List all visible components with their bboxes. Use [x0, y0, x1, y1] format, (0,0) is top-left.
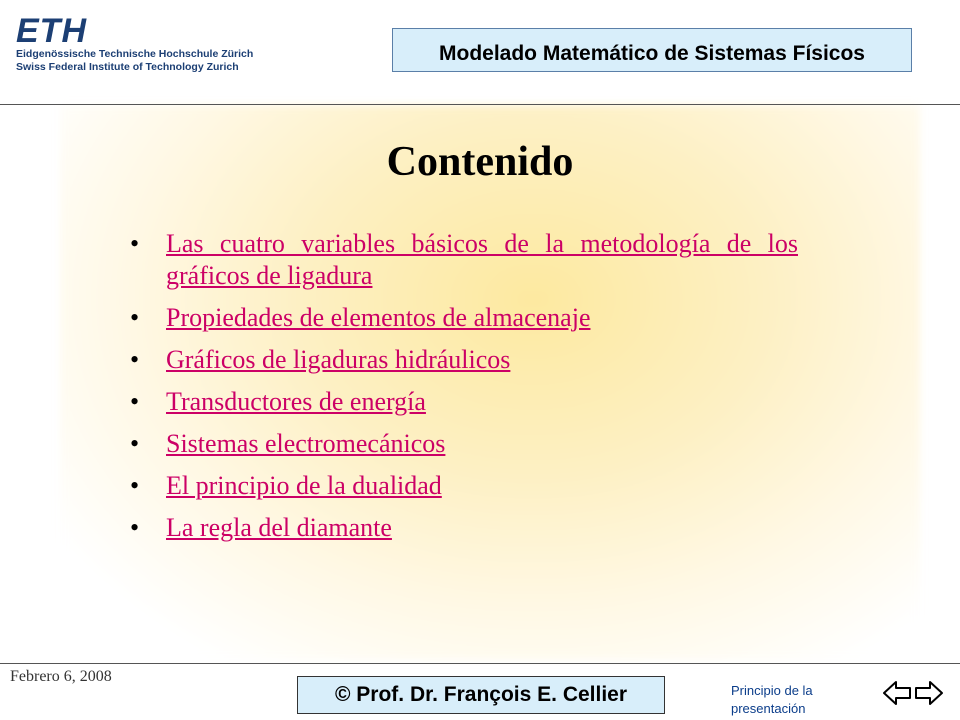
presentation-start-link[interactable]: Principio de la presentación	[731, 683, 813, 716]
slide-date: Febrero 6, 2008	[10, 668, 112, 685]
bullet: •	[130, 471, 140, 500]
arrow-right-icon[interactable]	[914, 680, 944, 706]
list-item	[128, 470, 798, 502]
logo-line-2: Swiss Federal Institute of Technology Zurich	[16, 61, 239, 73]
list-item	[128, 344, 798, 376]
course-title: Modelado Matemático de Sistemas Físicos	[439, 42, 865, 65]
link-hydraulic-bond-graphs[interactable]: Gráficos de ligaduras hidráulicos	[166, 345, 511, 374]
list-item	[128, 302, 798, 334]
copyright-box: © Prof. Dr. François E. Cellier	[297, 676, 665, 714]
logo-mark: ETH	[16, 12, 87, 50]
slide-heading: Contenido	[386, 139, 574, 185]
bullet: •	[130, 387, 140, 416]
header-divider	[0, 104, 960, 105]
list-item	[128, 386, 798, 418]
bullet: •	[130, 229, 140, 258]
list-item	[128, 428, 798, 460]
logo-line-1: Eidgenössische Technische Hochschule Zürich	[16, 48, 254, 60]
bullet: •	[130, 513, 140, 542]
link-duality-principle[interactable]: El principio de la dualidad	[166, 471, 442, 500]
bullet: •	[130, 303, 140, 332]
arrow-left-icon[interactable]	[882, 680, 912, 706]
list-item	[128, 512, 798, 544]
eth-logo	[16, 14, 253, 74]
link-variables[interactable]: Las cuatro variables básicos de la metodología de los gráficos de ligadura	[166, 229, 798, 290]
list-item	[128, 228, 798, 292]
bullet: •	[130, 429, 140, 458]
contents-list	[128, 228, 798, 554]
link-storage-elements[interactable]: Propiedades de elementos de almacenaje	[166, 303, 591, 332]
footer-divider	[0, 663, 960, 664]
bullet: •	[130, 345, 140, 374]
link-electromechanical-systems[interactable]: Sistemas electromecánicos	[166, 429, 446, 458]
link-energy-transducers[interactable]: Transductores de energía	[166, 387, 426, 416]
link-diamond-rule[interactable]: La regla del diamante	[166, 513, 392, 542]
